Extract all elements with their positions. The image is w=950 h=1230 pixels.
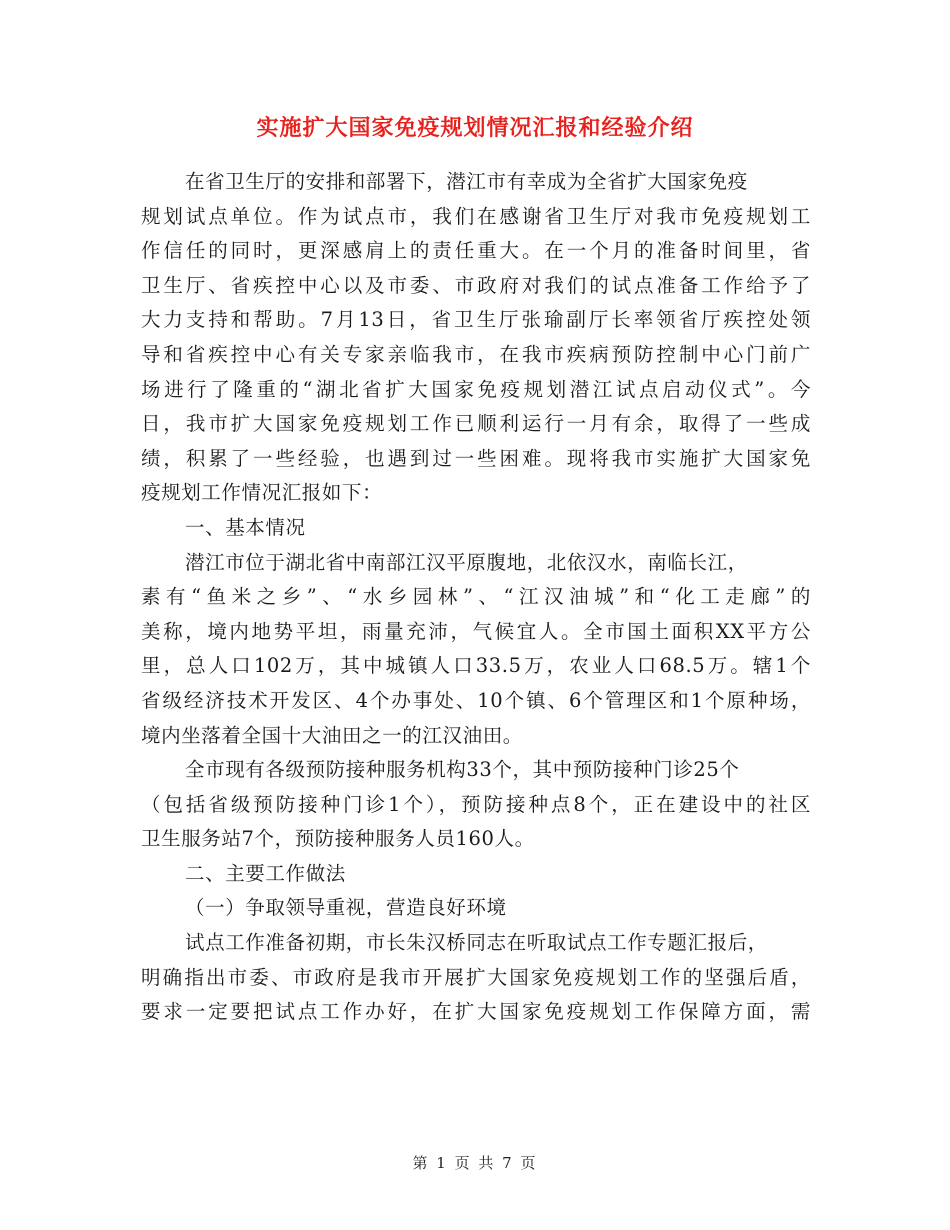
paragraph-line: 疫规划工作情况汇报如下： (141, 481, 383, 505)
paragraph-line: 大力支持和帮助。7月13日，省卫生厅张瑜副厅长率领省厅疾控处领 (141, 308, 811, 332)
section-heading: 二、主要工作做法 (185, 861, 346, 885)
paragraph-line: 省级经济技术开发区、4个办事处、10个镇、6个管理区和1个原种场， (141, 688, 811, 712)
document-title: 实施扩大国家免疫规划情况汇报和经验介绍 (256, 115, 694, 141)
paragraph-line: 要求一定要把试点工作办好，在扩大国家免疫规划工作保障方面，需 (141, 1000, 811, 1024)
paragraph-line: 美称，境内地势平坦，雨量充沛，气候宜人。全市国土面积XX平方公 (141, 619, 811, 643)
paragraph-line: 试点工作准备初期，市长朱汉桥同志在听取试点工作专题汇报后， (185, 931, 768, 955)
paragraph-line: （包括省级预防接种门诊1个），预防接种点8个，正在建设中的社区 (141, 792, 811, 816)
paragraph-line: 卫生服务站7个，预防接种服务人员160人。 (141, 827, 535, 851)
paragraph-line: 导和省疾控中心有关专家亲临我市，在我市疾病预防控制中心门前广 (141, 342, 811, 366)
paragraph-line: 明确指出市委、市政府是我市开展扩大国家免疫规划工作的坚强后盾， (141, 965, 811, 989)
paragraph-line: 绩，积累了一些经验，也遇到过一些困难。现将我市实施扩大国家免 (141, 446, 811, 470)
document-body (141, 165, 811, 1030)
subsection-heading: （一）争取领导重视，营造良好环境 (185, 896, 507, 920)
page-number: 第 1 页 共 7 页 (412, 1154, 538, 1172)
section-heading: 一、基本情况 (185, 515, 306, 539)
paragraph-line: 场进行了隆重的“湖北省扩大国家免疫规划潜江试点启动仪式”。今 (141, 377, 811, 401)
paragraph-line: 在省卫生厅的安排和部署下，潜江市有幸成为全省扩大国家免疫 (185, 170, 748, 193)
paragraph-line: 潜江市位于湖北省中南部江汉平原腹地，北依汉水，南临长江， (185, 550, 748, 574)
paragraph-line: 素有“鱼米之乡”、“水乡园林”、“江汉油城”和“化工走廊”的 (141, 585, 811, 609)
paragraph-line: 日，我市扩大国家免疫规划工作已顺利运行一月有余，取得了一些成 (141, 412, 811, 436)
paragraph-line: 作信任的同时，更深感肩上的责任重大。在一个月的准备时间里，省 (141, 239, 811, 263)
paragraph-line: 全市现有各级预防接种服务机构33个，其中预防接种门诊25个 (185, 758, 740, 782)
paragraph-line: 卫生厅、省疾控中心以及市委、市政府对我们的试点准备工作给予了 (141, 273, 811, 297)
paragraph-line: 里，总人口102万，其中城镇人口33.5万，农业人口68.5万。辖1个 (141, 654, 811, 678)
paragraph-line: 境内坐落着全国十大油田之一的江汉油田。 (141, 723, 523, 747)
paragraph-line: 规划试点单位。作为试点市，我们在感谢省卫生厅对我市免疫规划工 (141, 204, 811, 228)
